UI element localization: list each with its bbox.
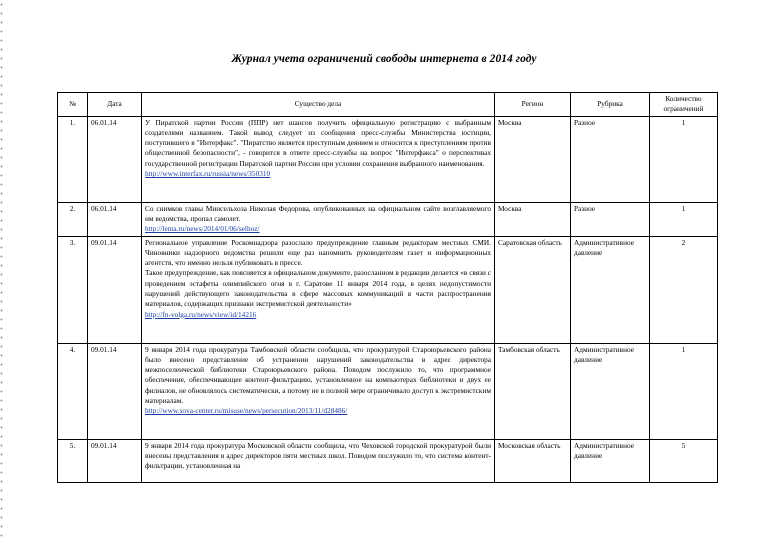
row-date: 09.01.14 xyxy=(88,439,142,482)
row-date: 06.01.14 xyxy=(88,202,142,236)
row-category: Разное xyxy=(571,202,650,236)
row-category: Административное давление xyxy=(571,439,650,482)
row-date: 09.01.14 xyxy=(88,236,142,343)
table-row xyxy=(58,202,718,236)
row-count: 5 xyxy=(650,439,718,482)
header-region: Регион xyxy=(495,93,571,117)
row-text: 9 января 2014 года прокуратура Тамбовской области сообщила, что прокуратурой Староюрьевского района было внесено представление об устранении нарушений законодательства в адрес директора межпоселенческой библиотеки Староюрьевского района. Поводом послужило то, что программное обеспечение, обеспечивающее контент-фильтрацию, установленное на компьютерах библиотеки и двух ее филиалов, не обновлялось систематически, а потому не в полной мере ограничивало доступ к экстремистским материалам. xyxy=(145,344,491,406)
row-region: Москва xyxy=(495,202,571,236)
row-text: Региональное управление Роскомнадзора разослало предупреждение главным редакторам местных СМИ. Чиновники надзорного ведомства решили еще раз напомнить руководителям газет и информационных агентств, что именно нельзя публиковать в прессе. xyxy=(145,237,491,268)
row-count: 1 xyxy=(650,343,718,439)
row-category: Административное давление xyxy=(571,343,650,439)
table-row xyxy=(58,116,718,202)
row-category: Административное давление xyxy=(571,236,650,343)
header-category: Рубрика xyxy=(571,93,650,117)
row-num: 1. xyxy=(58,116,88,202)
row-text-continued: Такое предупреждение, как поясняется в официальном документе, разосланном в редакции делается «в связи с проведением эстафеты олимпийского огня в г. Саратове 11 января 2014 года, в целях недопустимости нарушений действующего законодательства в сфере массовых коммуникаций в части распространения материалов, содержащих признаки экстремистской деятельности» xyxy=(145,268,491,309)
row-num: 5. xyxy=(58,439,88,482)
row-essence xyxy=(142,343,495,439)
row-category: Разное xyxy=(571,116,650,202)
restrictions-table xyxy=(57,92,718,483)
row-date: 09.01.14 xyxy=(88,343,142,439)
row-count: 1 xyxy=(650,116,718,202)
row-num: 4. xyxy=(58,343,88,439)
header-date: Дата xyxy=(88,93,142,117)
row-text: Со снимков главы Минсельхоза Николая Федорова, опубликованных на официальном сайте возглавляемого им ведомства, пропал самолет. xyxy=(145,203,491,223)
row-essence xyxy=(142,116,495,202)
row-num: 2. xyxy=(58,202,88,236)
row-date: 06.01.14 xyxy=(88,116,142,202)
row-region: Московская область xyxy=(495,439,571,482)
header-essence: Существо дела xyxy=(142,93,495,117)
table-row xyxy=(58,343,718,439)
row-essence xyxy=(142,236,495,343)
row-essence xyxy=(142,202,495,236)
table-header-row xyxy=(58,93,718,117)
page-edge-dots xyxy=(0,0,3,543)
row-link[interactable]: http://lenta.ru/news/2014/01/06/selhoz/ xyxy=(145,224,260,234)
row-text: У Пиратской партии России (ППР) нет шансов получить официальную регистрацию с выбранным создателями названием. Такой вывод следует из сообщения пресс-службы Министерства юстиции, поступившего в "Интерфакс". "Пиратство является преступным деянием и относится к преступлениям против общественной безопасности", - говорится в ответе пресс-службы на вопрос "Интерфакса" о перспективах государственной регистрации Пиратской партии России при условии сохранения выбранного наименования. xyxy=(145,117,491,168)
row-link[interactable]: http://www.interfax.ru/russia/news/350310 xyxy=(145,169,271,179)
row-link[interactable]: http://fn-volga.ru/news/view/id/14216 xyxy=(145,309,257,319)
row-region: Саратовская область xyxy=(495,236,571,343)
row-num: 3. xyxy=(58,236,88,343)
page-title: Журнал учета ограничений свободы интернета в 2014 году xyxy=(231,53,537,65)
row-count: 2 xyxy=(650,236,718,343)
header-count: Количество ограничений xyxy=(650,93,718,117)
row-essence xyxy=(142,439,495,482)
row-link[interactable]: http://www.sova-center.ru/misuse/news/persecution/2013/11/d28486/ xyxy=(145,406,348,416)
header-num: № xyxy=(58,93,88,117)
row-text: 9 января 2014 года прокуратура Московской области сообщила, что Чеховской городской прокуратурой были внесены представления в адрес директоров пяти местных школ. Поводом послужило то, что система контент-фильтрации, установленная на xyxy=(145,440,491,471)
row-count: 1 xyxy=(650,202,718,236)
table-row xyxy=(58,236,718,343)
table-row xyxy=(58,439,718,482)
row-region: Тамбовская область xyxy=(495,343,571,439)
row-region: Москва xyxy=(495,116,571,202)
